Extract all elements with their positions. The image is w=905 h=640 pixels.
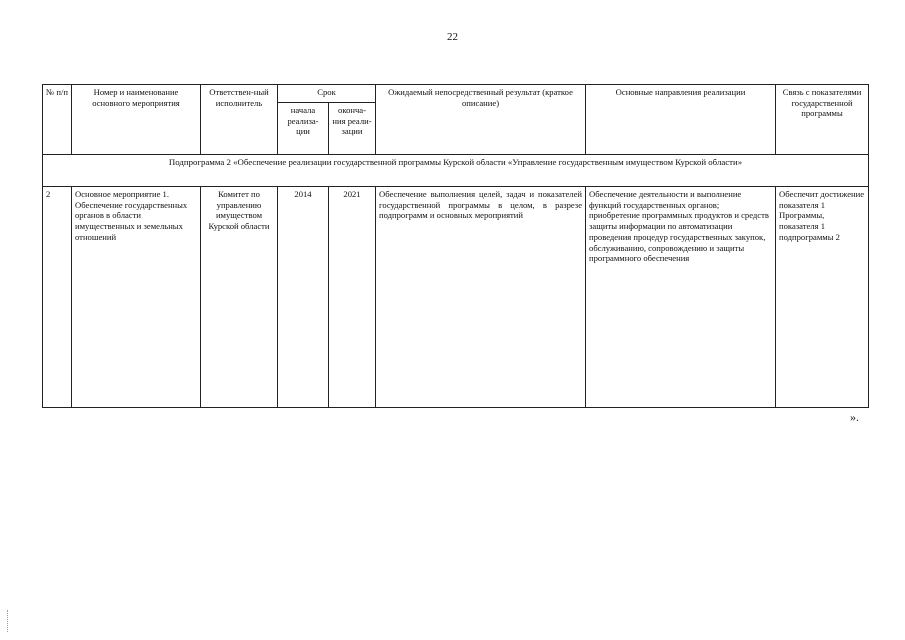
row-result: Обеспечение выполнения целей, задач и показателей государственной программы в целом, в разрезе подпрограмм и основных мероприятий <box>376 187 586 408</box>
header-directions: Основные направления реализации <box>586 85 776 155</box>
page-number: 22 <box>447 31 458 43</box>
row-directions: Обеспечение деятельности и выполнение функций государственных органов; приобретение программных продуктов и средств защиты информации по автоматизации проведения процедур государственных закупок, обслуживанию, сопровождению и защиты программного обеспечения <box>586 187 776 408</box>
row-start: 2014 <box>278 187 329 408</box>
row-end: 2021 <box>329 187 376 408</box>
header-num: № п/п <box>43 85 72 155</box>
subprogram-title: Подпрограмма 2 «Обеспечение реализации государственной программы Курской области «Управление государственным имуществом Курской области» <box>43 155 869 187</box>
row-num: 2 <box>43 187 72 408</box>
header-result: Ожидаемый непосредственный результат (краткое описание) <box>376 85 586 155</box>
header-name: Номер и наименование основного мероприятия <box>72 85 201 155</box>
row-name: Основное мероприятие 1. Обеспечение государственных органов в области имущественных и земельных отношений <box>72 187 201 408</box>
header-term: Срок <box>278 85 376 103</box>
row-executor: Комитет по управлению имуществом Курской области <box>201 187 278 408</box>
header-link: Связь с показателями государственной программы <box>776 85 869 155</box>
scan-margin-mark <box>7 610 9 632</box>
table-row <box>43 187 869 408</box>
header-term-end: оконча-ния реали-зации <box>329 103 376 155</box>
activities-table <box>42 84 869 408</box>
header-executor: Ответствен-ный исполнитель <box>201 85 278 155</box>
closing-quote-mark: ». <box>850 410 859 424</box>
header-term-start: начала реализа-ции <box>278 103 329 155</box>
row-link: Обеспечит достижение показателя 1 Программы, показателя 1 подпрограммы 2 <box>776 187 869 408</box>
